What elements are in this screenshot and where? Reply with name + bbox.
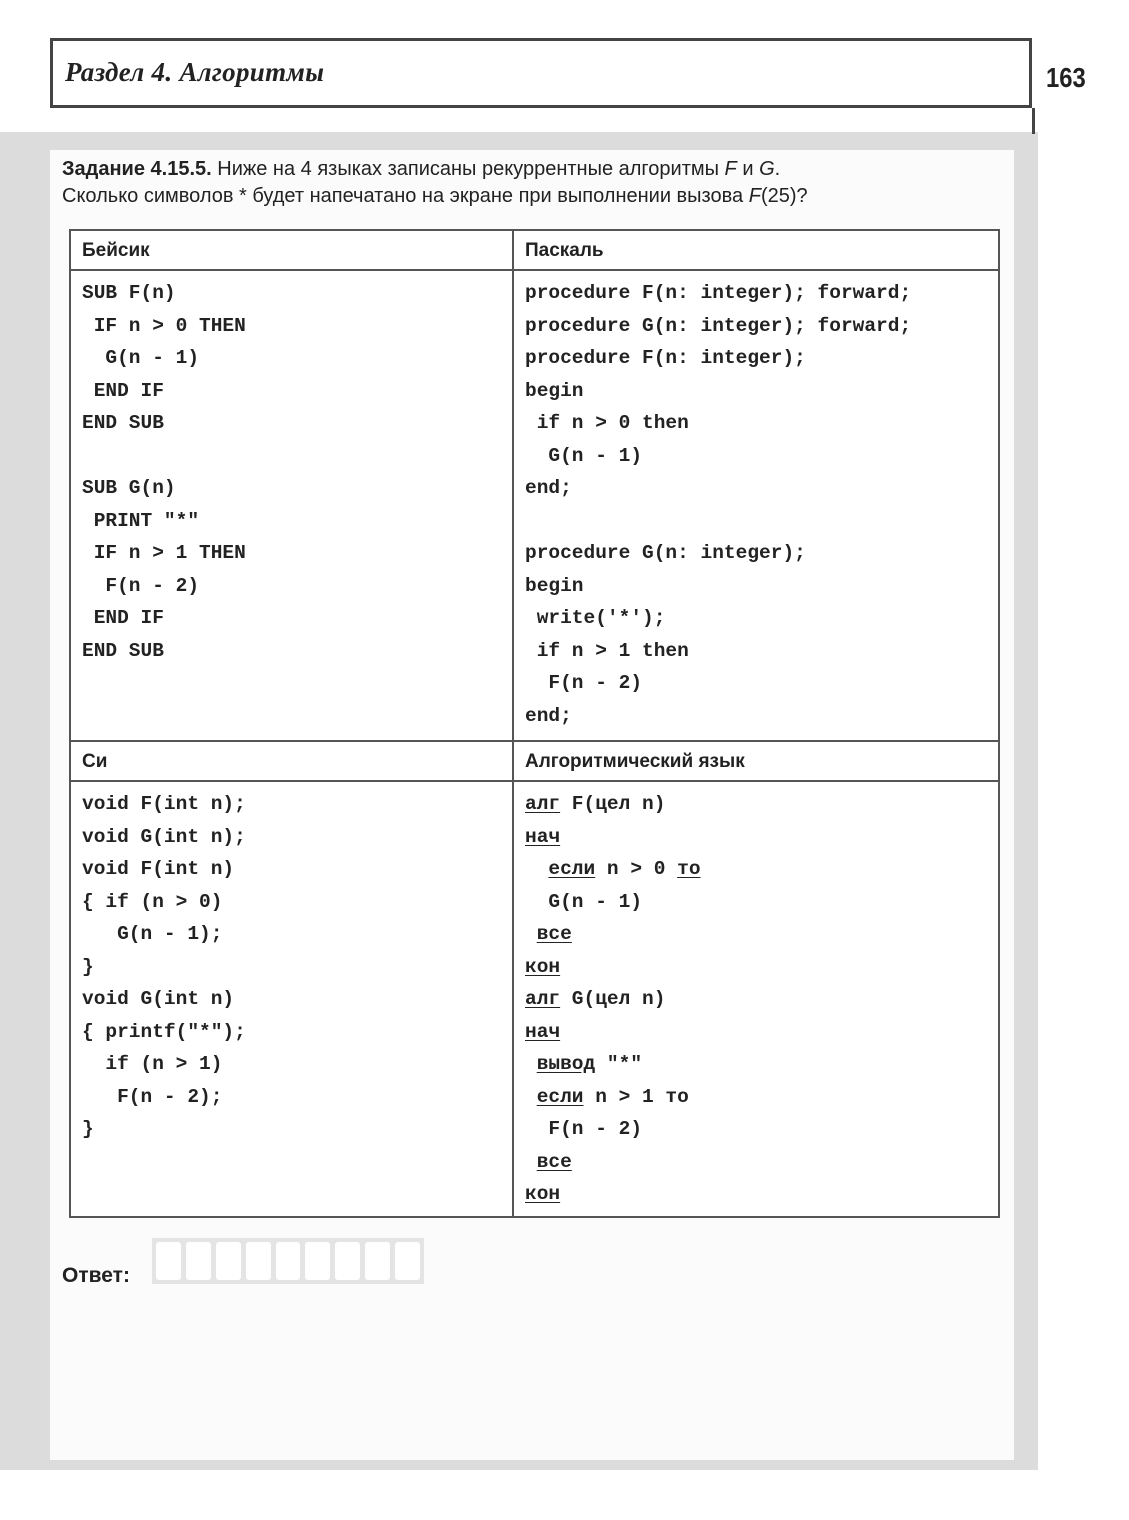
code-line [525, 1016, 998, 1049]
code-line: END IF [82, 607, 164, 629]
code-line: { if (n > 0) [82, 890, 223, 913]
task-call-f: F [748, 185, 761, 207]
task-g: G [759, 158, 775, 180]
code-line: F(n - 2) [525, 672, 643, 694]
code-pascal [514, 271, 998, 740]
code-line: } [82, 955, 94, 978]
answer-cell[interactable] [216, 1242, 241, 1280]
code-line: IF n > 0 THEN [82, 314, 246, 337]
code-line: IF n > 1 THEN [82, 542, 246, 564]
code-line: } [82, 1118, 94, 1140]
lang-label-algo: Алгоритмический язык [525, 751, 745, 772]
code-keyword: нач [525, 1020, 561, 1043]
code-line: G(n - 1); [82, 923, 223, 945]
code-keyword: то [677, 858, 701, 880]
code-line: PRINT "*" [82, 509, 200, 532]
code-line: алг G(цел n) [525, 988, 666, 1010]
task-statement [62, 156, 1007, 210]
page-number: 163 [1046, 62, 1086, 93]
code-line: procedure F(n: integer); [525, 347, 806, 369]
code-basic [71, 271, 512, 740]
code-line: F(n - 2) [548, 1118, 643, 1140]
code-line: SUB F(n) [82, 282, 176, 304]
answer-label: Ответ: [62, 1264, 130, 1287]
code-keyword: кон [525, 955, 561, 978]
task-text-b: и [736, 158, 760, 180]
code-line: если n > 1 то [536, 1085, 689, 1108]
answer-cell[interactable] [186, 1242, 211, 1280]
code-line: void G(int n) [82, 988, 235, 1010]
task-text-d: Сколько символов * будет напечатано на экране при выполнении вызова [62, 185, 749, 207]
answer-cell[interactable] [246, 1242, 271, 1280]
code-c [71, 782, 512, 1216]
code-table [69, 229, 1000, 1218]
code-line [525, 1146, 998, 1179]
task-text-c: . [774, 158, 781, 180]
answer-cell[interactable] [276, 1242, 301, 1280]
code-keyword: алг [525, 988, 561, 1010]
code-line: F(n - 2) [82, 574, 200, 597]
task-number: Задание 4.15.5. [62, 158, 212, 180]
code-line: procedure G(n: integer); forward; [525, 314, 912, 337]
code-line [525, 821, 998, 854]
code-line: end; [525, 477, 572, 499]
code-line [525, 918, 998, 951]
code-line: { printf("*"); [82, 1020, 246, 1043]
code-keyword: все [536, 1150, 572, 1173]
code-line: write('*'); [525, 607, 666, 629]
code-line: G(n - 1) [548, 890, 643, 913]
answer-cell[interactable] [305, 1242, 330, 1280]
code-line: begin [525, 379, 584, 402]
code-line: G(n - 1) [82, 347, 200, 369]
code-keyword: алг [525, 793, 561, 815]
code-line: begin [525, 574, 584, 597]
code-line: G(n - 1) [525, 444, 643, 467]
code-line [525, 505, 998, 538]
task-f: F [724, 158, 737, 180]
code-line: END SUB [82, 412, 164, 434]
code-line [525, 1178, 998, 1211]
lang-label-basic: Бейсик [82, 240, 150, 261]
code-line: procedure G(n: integer); [525, 542, 806, 564]
code-line: SUB G(n) [82, 477, 176, 499]
code-line: вывод "*" [536, 1053, 643, 1075]
code-keyword: если [548, 858, 596, 880]
answer-input[interactable] [152, 1238, 424, 1284]
code-line: алг F(цел n) [525, 793, 666, 815]
code-algo [514, 782, 998, 1216]
header-rule [1032, 108, 1035, 134]
code-line: if n > 0 then [525, 412, 689, 434]
code-line: procedure F(n: integer); forward; [525, 282, 912, 304]
code-line: если n > 0 то [548, 858, 701, 880]
task-text-a: Ниже на 4 языках записаны рекуррентные алгоритмы [211, 158, 725, 180]
code-line [525, 951, 998, 984]
code-keyword: кон [525, 1183, 561, 1205]
lang-label-pascal: Паскаль [525, 240, 604, 261]
task-call-arg: (25)? [760, 185, 808, 207]
lang-label-c: Си [82, 751, 108, 772]
answer-cell[interactable] [156, 1242, 181, 1280]
code-line [82, 440, 512, 473]
code-line: void F(int n); [82, 793, 246, 815]
code-line: END IF [82, 379, 164, 402]
answer-cell[interactable] [395, 1242, 420, 1280]
code-keyword: нач [525, 825, 561, 848]
answer-cell[interactable] [365, 1242, 390, 1280]
code-line: void G(int n); [82, 825, 246, 848]
code-keyword: если [536, 1085, 584, 1108]
code-line: end; [525, 704, 572, 727]
section-header [50, 38, 1032, 108]
code-line: if (n > 1) [82, 1053, 223, 1075]
code-keyword: вывод [536, 1053, 596, 1075]
answer-cell[interactable] [335, 1242, 360, 1280]
code-line: END SUB [82, 639, 164, 662]
code-line: void F(int n) [82, 858, 235, 880]
code-line: if n > 1 then [525, 639, 689, 662]
code-keyword: все [536, 923, 572, 945]
code-line: F(n - 2); [82, 1085, 223, 1108]
section-title: Раздел 4. Алгоритмы [65, 57, 325, 87]
